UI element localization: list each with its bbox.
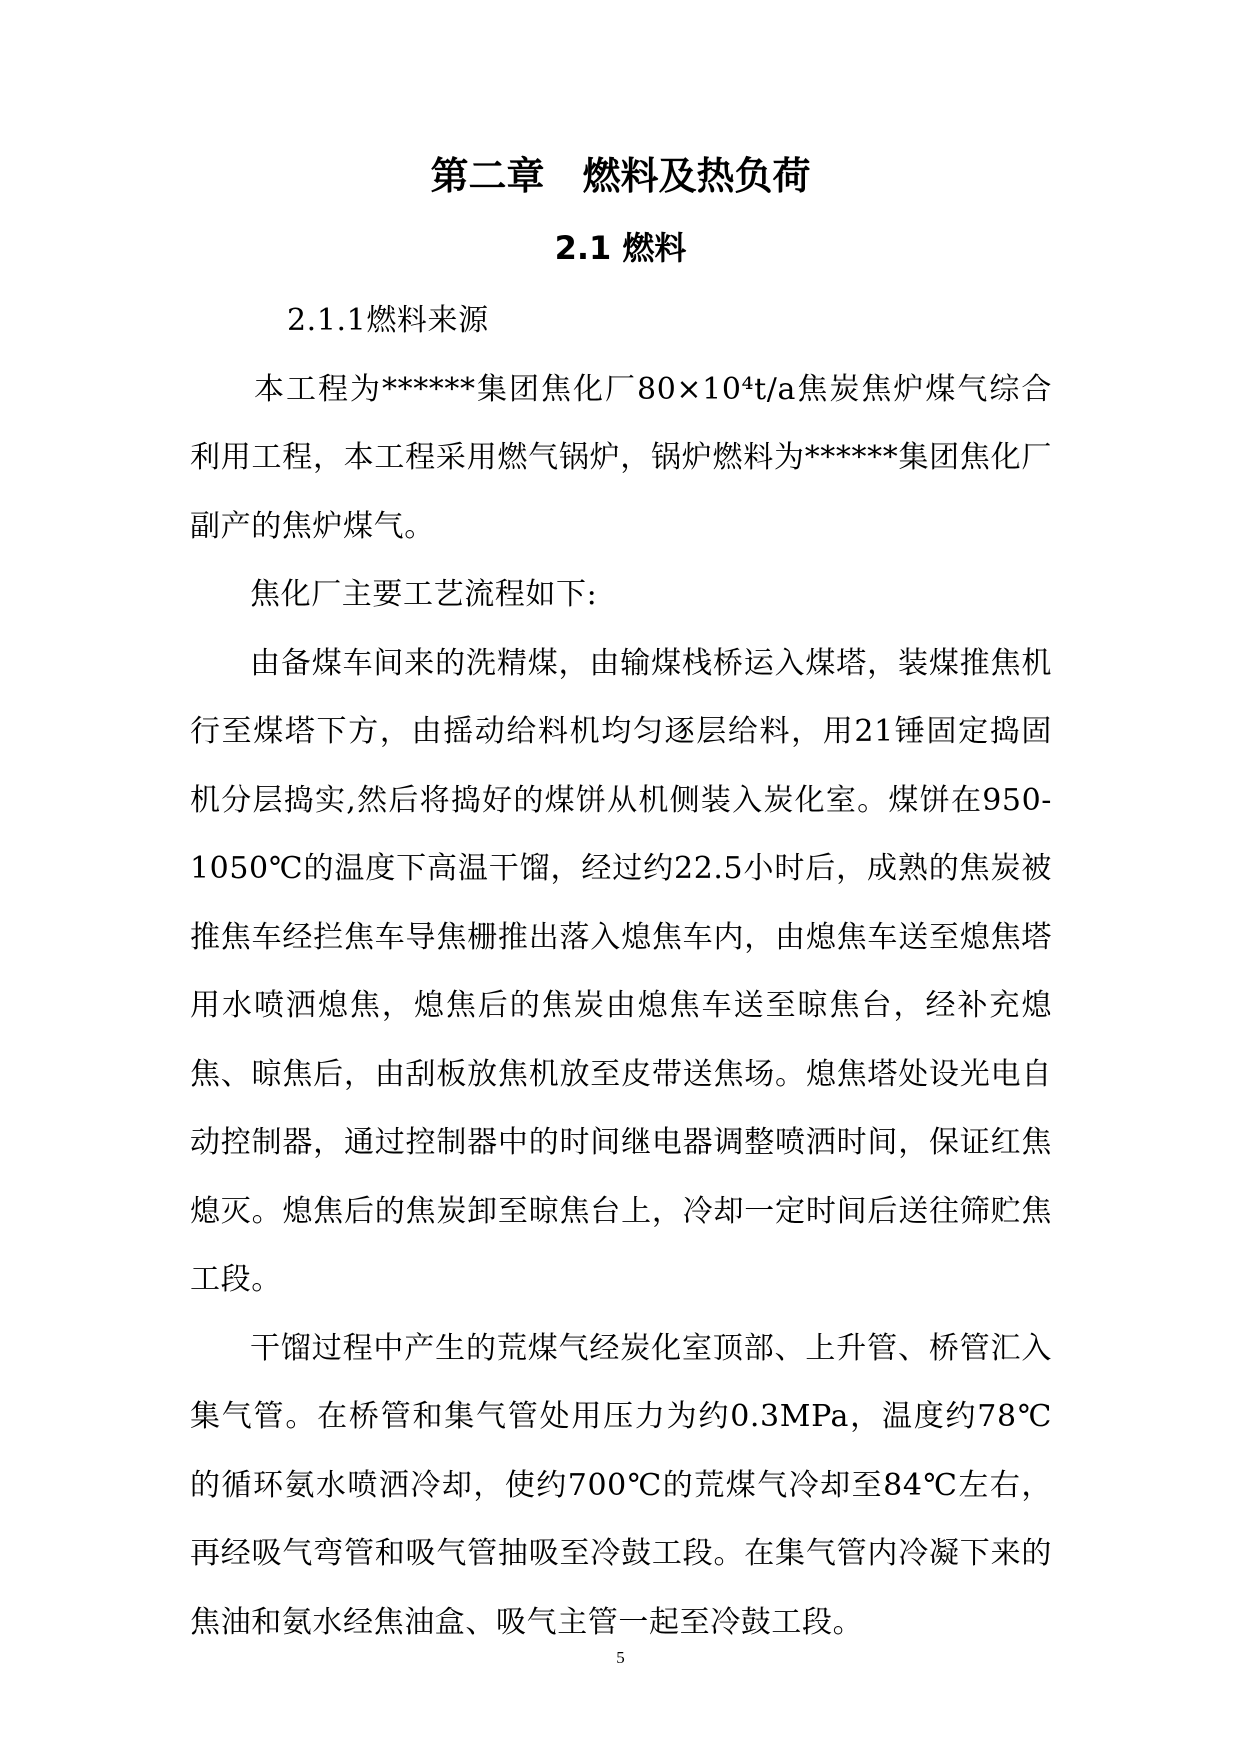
chapter-title: 第二章 燃料及热负荷 bbox=[430, 154, 811, 198]
paragraph-gas-collection: 干馏过程中产生的荒煤气经炭化室顶部、上升管、桥管汇入集气管。在桥管和集气管处用压力为约0.3MPa，温度约78℃的循环氨水喷洒冷却，使约700℃的荒煤气冷却至84℃左右，再经吸气弯管和吸气管抽吸至冷鼓工段。在集气管内冷凝下来的焦油和氨水经焦油盒、吸气主管一起至冷鼓工段。 bbox=[190, 1330, 1052, 1640]
body-text bbox=[190, 287, 1052, 1657]
section-title: 2.1 燃料 bbox=[554, 229, 687, 267]
paragraph-project-intro: 本工程为******集团焦化厂80×10⁴t/a焦炭焦炉煤气综合利用工程，本工程采用燃气锅炉，锅炉燃料为******集团焦化厂副产的焦炉煤气。 bbox=[190, 371, 1052, 544]
paragraph-coking-process: 由备煤车间来的洗精煤，由输煤栈桥运入煤塔，装煤推焦机行至煤塔下方，由摇动给料机均匀逐层给料，用21锤固定捣固机分层捣实,然后将捣好的煤饼从机侧装入炭化室。煤饼在950-1050℃的温度下高温干馏，经过约22.5小时后，成熟的焦炭被推焦车经拦焦车导焦栅推出落入熄焦车内，由熄焦车送至熄焦塔用水喷洒熄焦，熄焦后的焦炭由熄焦车送至晾焦台，经补充熄焦、晾焦后，由刮板放焦机放至皮带送焦场。熄焦塔处设光电自动控制器，通过控制器中的时间继电器调整喷洒时间，保证红焦熄灭。熄焦后的焦炭卸至晾焦台上，冷却一定时间后送往筛贮焦工段。 bbox=[190, 645, 1052, 1297]
paragraph-process-intro: 焦化厂主要工艺流程如下: bbox=[250, 577, 598, 612]
page-number: 5 bbox=[616, 1648, 625, 1667]
subsection-title: 2.1.1燃料来源 bbox=[287, 303, 489, 338]
